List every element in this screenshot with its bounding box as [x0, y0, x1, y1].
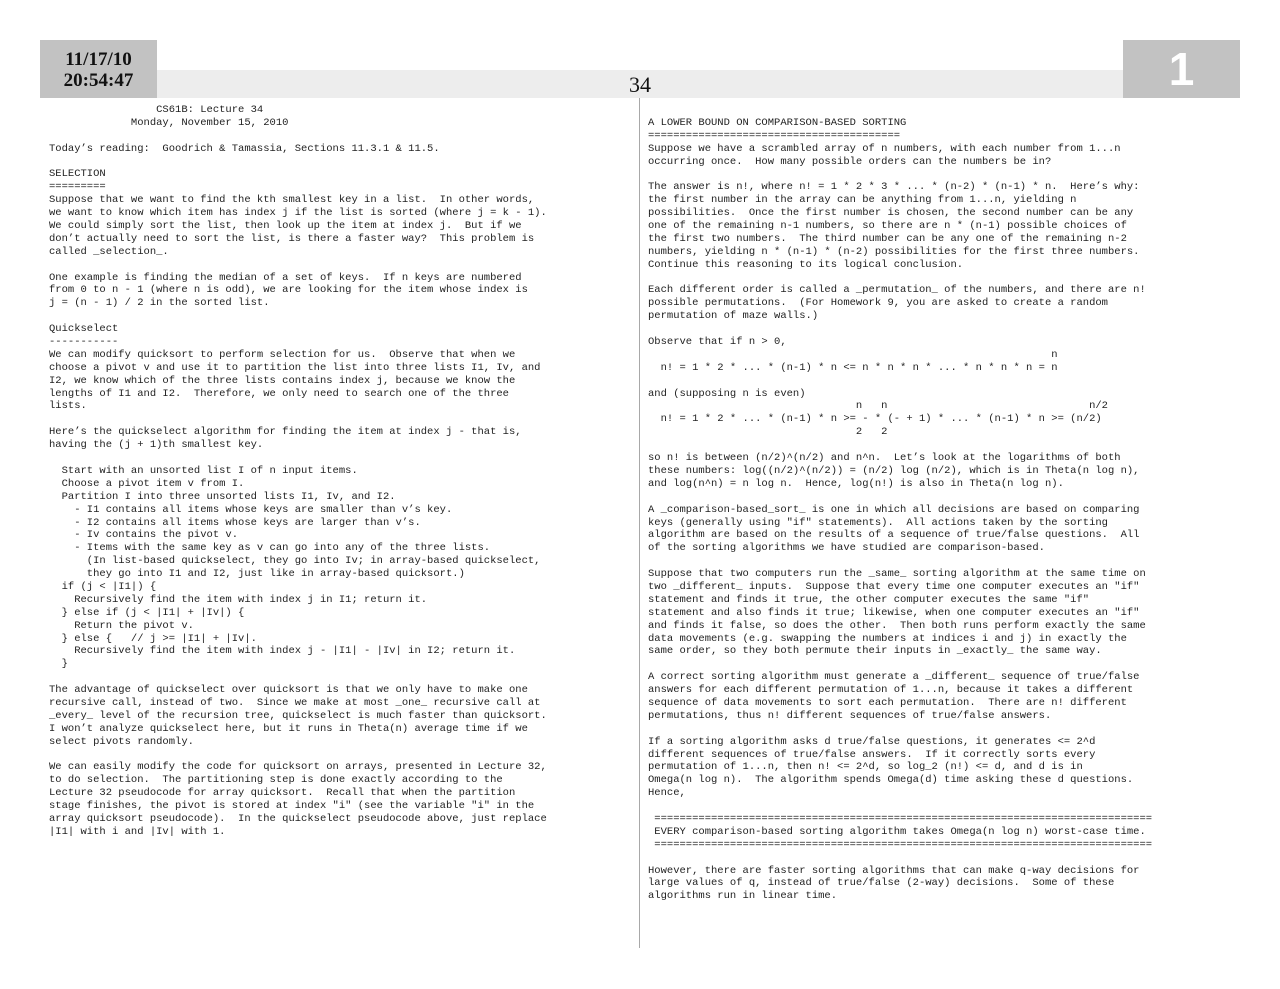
- sheet-number: 1: [1123, 40, 1240, 98]
- text-line: sequence of data movements to sort each permutation. There are n! different: [648, 696, 1127, 709]
- text-line: different sequences of true/false answers. If it correctly sorts every: [648, 748, 1096, 761]
- text-line: [648, 723, 1152, 736]
- text-line: |I1| with i and |Iv| with 1.: [49, 825, 226, 838]
- print-time: 20:54:47: [63, 70, 134, 91]
- text-line: possibilities. Once the first number is chosen, the second number can be any: [648, 207, 1134, 220]
- text-line: The answer is n!, where n! = 1 * 2 * 3 * ... * (n-2) * (n-1) * n. Here’s why:: [648, 181, 1140, 194]
- text-line: algorithm are based on the results of a sequence of true/false questions. All: [648, 529, 1140, 542]
- print-date: 11/17/10: [65, 49, 132, 70]
- text-line: they go into I1 and I2, just like in array-based quicksort.): [49, 568, 465, 581]
- text-line: A _comparison-based_sort_ is one in which all decisions are based on comparing: [648, 503, 1140, 516]
- text-line: [49, 452, 547, 465]
- text-line: [648, 852, 1152, 865]
- text-line: n: [648, 348, 1058, 361]
- text-line: and log(n^n) = n log n. Hence, log(n!) is also in Theta(n log n).: [648, 477, 1064, 490]
- text-line: keys (generally using "if" statements). All actions taken by the sorting: [648, 516, 1108, 529]
- text-line: possible permutations. (For Homework 9, you are asked to create a random: [648, 297, 1108, 310]
- text-line: ===============================================================================: [648, 838, 1153, 851]
- text-line: permutations, thus n! different sequences of true/false answers.: [648, 709, 1052, 722]
- text-line: Observe that if n > 0,: [648, 336, 787, 349]
- text-line: [49, 413, 547, 426]
- text-line: - I1 contains all items whose keys are smaller than v’s key.: [49, 503, 453, 516]
- text-line: stage finishes, the pivot is stored at index "i" (see the variable "i" in the: [49, 800, 535, 813]
- text-line: from 0 to n - 1 (where n is odd), we are looking for the item whose index is: [49, 284, 528, 297]
- text-line: numbers, yielding n * (n-1) * (n-2) possibilities for the first three numbers.: [648, 245, 1140, 258]
- text-line: - Items with the same key as v can go into any of the three lists.: [49, 542, 491, 555]
- text-line: two _different_ inputs. Suppose that every time one computer executes an "if": [648, 580, 1140, 593]
- text-line: [648, 168, 1152, 181]
- text-line: _every_ level of the recursion tree, quickselect is much faster than quicksort.: [49, 709, 547, 722]
- text-line: Suppose that two computers run the _same_ sorting algorithm at the same time on: [648, 568, 1146, 581]
- text-line: Each different order is called a _permutation_ of the numbers, and there are n!: [648, 284, 1146, 297]
- text-line: Suppose we have a scrambled array of n numbers, with each number from 1...n: [648, 142, 1121, 155]
- text-line: SELECTION: [49, 168, 106, 181]
- text-line: -----------: [49, 336, 119, 349]
- text-line: array quicksort pseudocode). In the quickselect pseudocode above, just replace: [49, 812, 547, 825]
- text-line: [648, 800, 1152, 813]
- text-line: - I2 contains all items whose keys are larger than v’s.: [49, 516, 421, 529]
- text-line: [49, 130, 547, 143]
- text-line: having the (j + 1)th smallest key.: [49, 439, 264, 452]
- text-line: Recursively find the item with index j - |I1| - |Iv| in I2; return it.: [49, 645, 516, 658]
- text-line: - Iv contains the pivot v.: [49, 529, 239, 542]
- text-line: permutation of 1...n, then n! <= 2^d, so log_2 (n!) <= d, and d is in: [648, 761, 1083, 774]
- text-line: Monday, November 15, 2010: [49, 116, 289, 129]
- text-line: Lecture 32 pseudocode for array quicksort. Recall that when the partition: [49, 787, 516, 800]
- text-line: A correct sorting algorithm must generate a _different_ sequence of true/false: [648, 671, 1140, 684]
- text-line: [648, 104, 1152, 117]
- text-line: lengths of I1 and I2. Therefore, we only need to search one of the three: [49, 387, 509, 400]
- text-line: n n n/2: [648, 400, 1108, 413]
- text-line: and (supposing n is even): [648, 387, 806, 400]
- text-line: ========================================: [648, 129, 901, 142]
- text-line: However, there are faster sorting algorithms that can make q-way decisions for: [648, 864, 1140, 877]
- text-line: } else if (j < |I1| + |Iv|) {: [49, 606, 245, 619]
- text-line: don’t actually need to sort the list, is there a faster way? This problem is: [49, 232, 535, 245]
- text-line: occurring once. How many possible orders can the numbers be in?: [648, 155, 1052, 168]
- text-line: to do selection. The partitioning step is done exactly according to the: [49, 774, 503, 787]
- text-line: n! = 1 * 2 * ... * (n-1) * n <= n * n * n * ... * n * n * n = n: [648, 361, 1058, 374]
- text-line: CS61B: Lecture 34: [49, 104, 264, 116]
- text-line: [49, 156, 547, 169]
- text-line: (In list-based quickselect, they go into Iv; in array-based quickselect,: [49, 555, 541, 568]
- text-line: =========: [49, 181, 106, 194]
- text-line: the first two numbers. The third number can be any one of the remaining n-2: [648, 232, 1127, 245]
- text-line: [49, 749, 547, 762]
- text-line: answers for each different permutation of 1...n, because it takes a different: [648, 684, 1134, 697]
- text-line: [648, 491, 1152, 504]
- text-line: statement and also finds it true; likewise, when one computer executes an "if": [648, 606, 1140, 619]
- text-line: Suppose that we want to find the kth smallest key in a list. In other words,: [49, 194, 535, 207]
- text-line: j = (n - 1) / 2 in the sorted list.: [49, 297, 270, 310]
- text-line: so n! is between (n/2)^(n/2) and n^n. Let’s look at the logarithms of both: [648, 452, 1121, 465]
- text-line: A LOWER BOUND ON COMPARISON-BASED SORTING: [648, 116, 907, 129]
- text-line: one of the remaining n-1 numbers, so there are n * (n-1) possible choices of: [648, 220, 1127, 233]
- text-line: lists.: [49, 400, 87, 413]
- text-line: 2 2: [648, 426, 888, 439]
- text-line: and finds it false, so does the other. Then both runs perform exactly the same: [648, 619, 1146, 632]
- text-line: if (j < |I1|) {: [49, 580, 157, 593]
- text-line: We could simply sort the list, then look up the item at index j. But if we: [49, 220, 522, 233]
- text-line: We can modify quicksort to perform selection for us. Observe that when we: [49, 348, 516, 361]
- text-line: One example is finding the median of a set of keys. If n keys are numbered: [49, 271, 522, 284]
- text-line: [49, 671, 547, 684]
- print-timestamp: [40, 40, 157, 98]
- text-line: choose a pivot v and use it to partition the list into three lists I1, Iv, and: [49, 361, 541, 374]
- text-line: Continue this reasoning to its logical conclusion.: [648, 258, 964, 271]
- text-line: Quickselect: [49, 323, 119, 336]
- text-line: Return the pivot v.: [49, 619, 194, 632]
- left-column: [49, 104, 547, 839]
- text-line: [49, 310, 547, 323]
- text-line: Choose a pivot item v from I.: [49, 477, 245, 490]
- text-line: EVERY comparison-based sorting algorithm takes Omega(n log n) worst-case time.: [648, 825, 1146, 838]
- text-line: Today’s reading: Goodrich & Tamassia, Sections 11.3.1 & 11.5.: [49, 142, 440, 155]
- text-line: large values of q, instead of true/false (2-way) decisions. Some of these: [648, 877, 1115, 890]
- text-line: statement and finds it true, the other computer executes the same "if": [648, 593, 1090, 606]
- text-line: ===============================================================================: [648, 812, 1153, 825]
- text-line: Here’s the quickselect algorithm for finding the item at index j - that is,: [49, 426, 522, 439]
- page-number: 34: [629, 72, 651, 97]
- text-line: } else { // j >= |I1| + |Iv|.: [49, 632, 257, 645]
- text-line: The advantage of quickselect over quicksort is that we only have to make one: [49, 684, 528, 697]
- column-divider: [639, 98, 640, 948]
- text-line: of the sorting algorithms we have studied are comparison-based.: [648, 542, 1045, 555]
- text-line: [648, 272, 1152, 285]
- text-line: I won’t analyze quickselect here, but it runs in Theta(n) average time if we: [49, 722, 528, 735]
- text-line: these numbers: log((n/2)^(n/2)) = (n/2) log (n/2), which is in Theta(n log n),: [648, 464, 1140, 477]
- text-line: If a sorting algorithm asks d true/false questions, it generates <= 2^d: [648, 735, 1096, 748]
- text-line: We can easily modify the code for quicksort on arrays, presented in Lecture 32,: [49, 761, 547, 774]
- text-line: n! = 1 * 2 * ... * (n-1) * n >= - * (- + 1) * ... * (n-1) * n >= (n/2): [648, 413, 1102, 426]
- text-line: }: [49, 658, 68, 671]
- text-line: algorithms run in linear time.: [648, 890, 838, 903]
- text-line: Start with an unsorted list I of n input items.: [49, 464, 358, 477]
- text-line: Partition I into three unsorted lists I1, Iv, and I2.: [49, 490, 396, 503]
- right-column: [648, 104, 1152, 903]
- text-line: permutation of maze walls.): [648, 310, 819, 323]
- text-line: [648, 323, 1152, 336]
- text-line: select pivots randomly.: [49, 735, 194, 748]
- text-line: the first number in the array can be anything from 1...n, yielding n: [648, 194, 1077, 207]
- text-line: [49, 259, 547, 272]
- text-line: we want to know which item has index j if the list is sorted (where j = k - 1).: [49, 207, 547, 220]
- text-line: [648, 658, 1152, 671]
- text-line: Recursively find the item with index j in I1; return it.: [49, 593, 428, 606]
- text-line: data movements (e.g. swapping the numbers at indices i and j) in exactly the: [648, 632, 1127, 645]
- text-line: same order, so they both permute their inputs in _exactly_ the same way.: [648, 645, 1102, 658]
- text-line: Hence,: [648, 787, 686, 800]
- text-line: called _selection_.: [49, 245, 169, 258]
- text-line: [648, 375, 1152, 388]
- text-line: [648, 439, 1152, 452]
- text-line: Omega(n log n). The algorithm spends Omega(d) time asking these d questions.: [648, 774, 1134, 787]
- text-line: recursive call, instead of two. Since we make at most _one_ recursive call at: [49, 696, 541, 709]
- text-line: [648, 555, 1152, 568]
- text-line: I2, we know which of the three lists contains index j, because we know the: [49, 374, 516, 387]
